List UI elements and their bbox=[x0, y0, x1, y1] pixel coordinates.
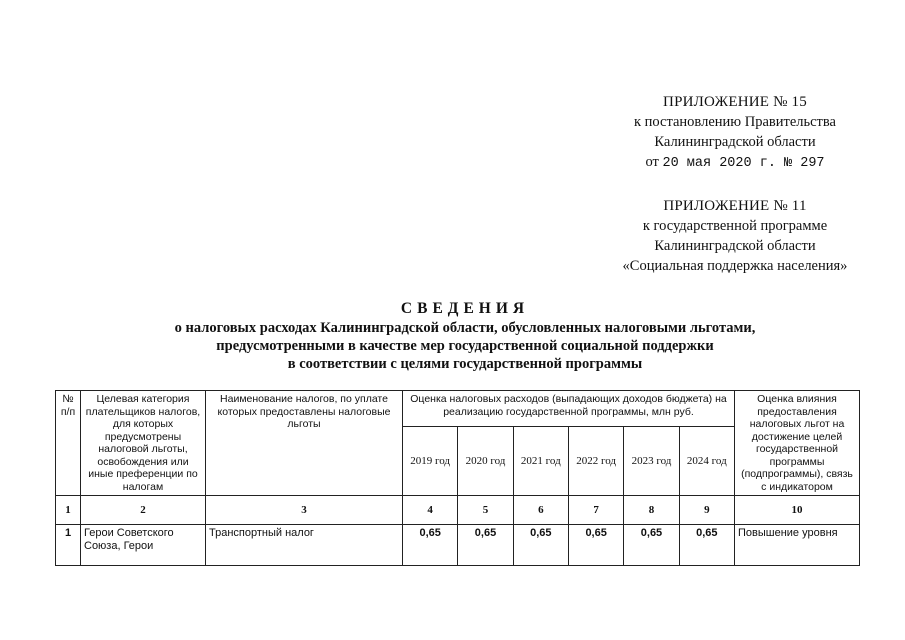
col-number: 7 bbox=[568, 496, 623, 525]
col-number: 9 bbox=[679, 496, 734, 525]
year-2019: 2019 год bbox=[403, 427, 458, 496]
col-number: 6 bbox=[513, 496, 568, 525]
annex-11-block bbox=[600, 196, 870, 276]
col-number: 2 bbox=[81, 496, 206, 525]
col-number: 10 bbox=[735, 496, 860, 525]
header-category: Целевая категория плательщиков налогов, для которых предусмотрены налоговой льготы, освобождения или иные преференции по налогам bbox=[81, 391, 206, 496]
row-value-2024: 0,65 bbox=[679, 525, 734, 566]
annex-15-date-value: 20 мая 2020 г. № 297 bbox=[662, 156, 825, 171]
col-number: 1 bbox=[56, 496, 81, 525]
header-impact: Оценка влияния предоставления налоговых льгот на достижение целей государственной программы (подпрограммы), связь с индикатором bbox=[735, 391, 860, 496]
tax-expenses-table bbox=[55, 390, 860, 566]
year-2024: 2024 год bbox=[679, 427, 734, 496]
col-number: 3 bbox=[206, 496, 403, 525]
annex-15-block bbox=[600, 92, 870, 174]
title-line3: в соответствии с целями государственной программы bbox=[287, 356, 643, 372]
annex-15-date bbox=[600, 152, 870, 174]
annex-11-line3: Калининградской области bbox=[654, 238, 816, 254]
row-value-2019: 0,65 bbox=[403, 525, 458, 566]
table-row bbox=[56, 525, 860, 566]
annex-15-title: ПРИЛОЖЕНИЕ № 15 bbox=[663, 94, 807, 110]
document-title bbox=[120, 300, 810, 373]
annex-15-date-prefix: от bbox=[645, 154, 659, 170]
annex-11-title: ПРИЛОЖЕНИЕ № 11 bbox=[663, 198, 807, 214]
header-estimate: Оценка налоговых расходов (выпадающих доходов бюджета) на реализацию государственной программы, млн руб. bbox=[403, 391, 735, 427]
row-value-2023: 0,65 bbox=[624, 525, 679, 566]
col-number: 5 bbox=[458, 496, 513, 525]
title-line1: о налоговых расходах Калининградской области, обусловленных налоговыми льготами, bbox=[174, 320, 756, 336]
title-heading: СВЕДЕНИЯ bbox=[400, 300, 530, 317]
title-line2: предусмотренными в качестве мер государственной социальной поддержки bbox=[216, 338, 714, 354]
col-number: 4 bbox=[403, 496, 458, 525]
header-num: № п/п bbox=[56, 391, 81, 496]
year-2023: 2023 год bbox=[624, 427, 679, 496]
row-impact: Повышение уровня bbox=[735, 525, 860, 566]
year-2020: 2020 год bbox=[458, 427, 513, 496]
year-2022: 2022 год bbox=[568, 427, 623, 496]
annex-11-line2: к государственной программе bbox=[642, 218, 828, 234]
col-number: 8 bbox=[624, 496, 679, 525]
row-value-2022: 0,65 bbox=[568, 525, 623, 566]
column-numbers-row bbox=[56, 496, 860, 525]
annex-15-line3: Калининградской области bbox=[654, 134, 816, 150]
table-header-row bbox=[56, 391, 860, 427]
row-value-2020: 0,65 bbox=[458, 525, 513, 566]
row-value-2021: 0,65 bbox=[513, 525, 568, 566]
row-tax: Транспортный налог bbox=[206, 525, 403, 566]
row-num: 1 bbox=[56, 525, 81, 566]
year-2021: 2021 год bbox=[513, 427, 568, 496]
row-category: Герои Советского Союза, Герои bbox=[81, 525, 206, 566]
annex-11-line4: «Социальная поддержка населения» bbox=[622, 258, 848, 274]
header-taxes: Наименование налогов, по уплате которых предоставлены налоговые льготы bbox=[206, 391, 403, 496]
annex-15-line2: к постановлению Правительства bbox=[634, 114, 836, 130]
